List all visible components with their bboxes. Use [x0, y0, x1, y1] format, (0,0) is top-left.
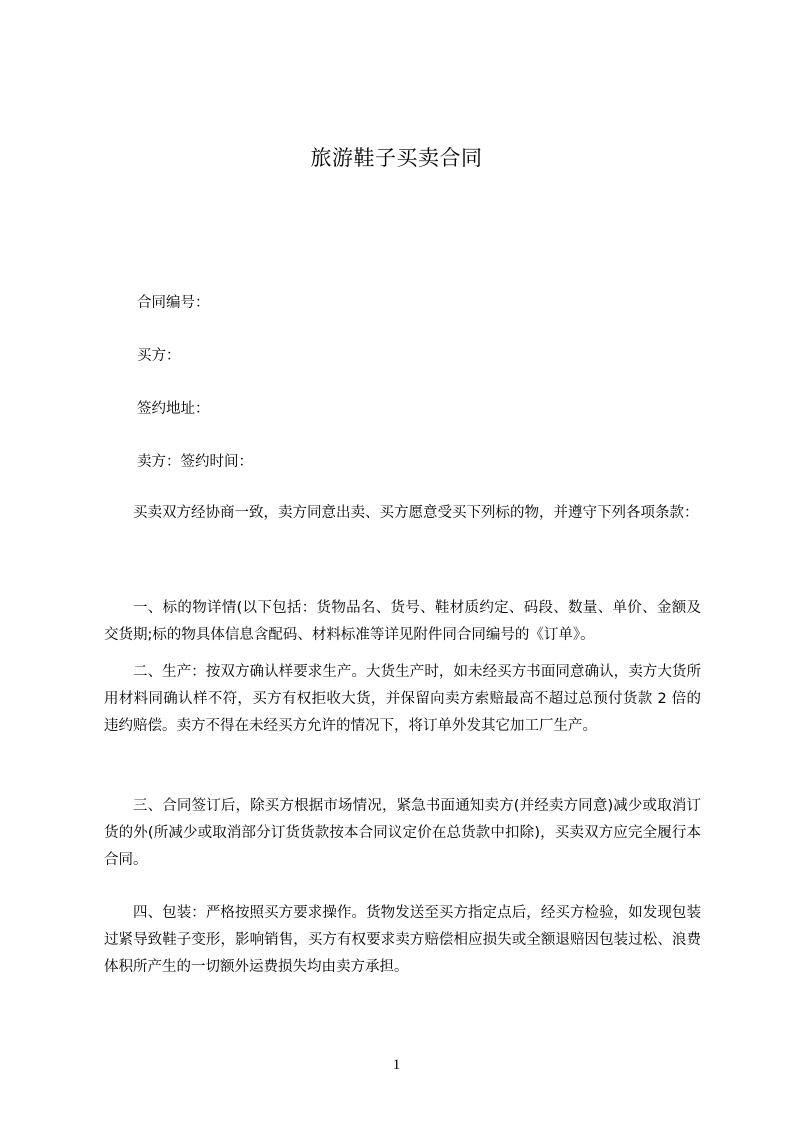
page-number: 1 [392, 1057, 401, 1073]
clause-3-paragraph: 三、合同签订后，除买方根据市场情况，紧急书面通知卖方(并经卖方同意)减少或取消订货的外(所减少或取消部分订货货款按本合同议定价在总货款中扣除)，买卖双方应完全履行本合同。 [104, 798, 701, 868]
page-title: 旅游鞋子买卖合同 [310, 146, 483, 170]
buyer-field: 买方： [137, 348, 181, 364]
intro-paragraph: 买卖双方经协商一致，卖方同意出卖、买方愿意受买下列标的物，并遵守下列各项条款： [133, 505, 699, 521]
clause-4-paragraph: 四、包装：严格按照买方要求操作。货物发送至买方指定点后，经买方检验，如发现包装过紧导致鞋子变形，影响销售，买方有权要求卖方赔偿相应损失或全额退赔因包装过松、浪费体积所产生的一切额外运费损失均由卖方承担。 [104, 905, 701, 975]
sign-address-field: 签约地址： [137, 401, 210, 417]
clause-1-paragraph: 一、标的物详情(以下包括：货物品名、货号、鞋材质约定、码段、数量、单价、金额及交货期;标的物具体信息含配码、材料标准等详见附件同合同编号的《订单》。 [104, 600, 701, 643]
contract-number-field: 合同编号： [137, 295, 210, 311]
seller-sign-time-field: 卖方：签约时间： [137, 454, 253, 470]
clause-2-paragraph: 二、生产：按双方确认样要求生产。大货生产时，如未经买方书面同意确认，卖方大货所用材料同确认样不符，买方有权拒收大货，并保留向卖方索赔最高不超过总预付货款 2 倍的违约赔偿。卖方不得在未经买方允许的情况下，将订单外发其它加工厂生产。 [104, 664, 701, 734]
